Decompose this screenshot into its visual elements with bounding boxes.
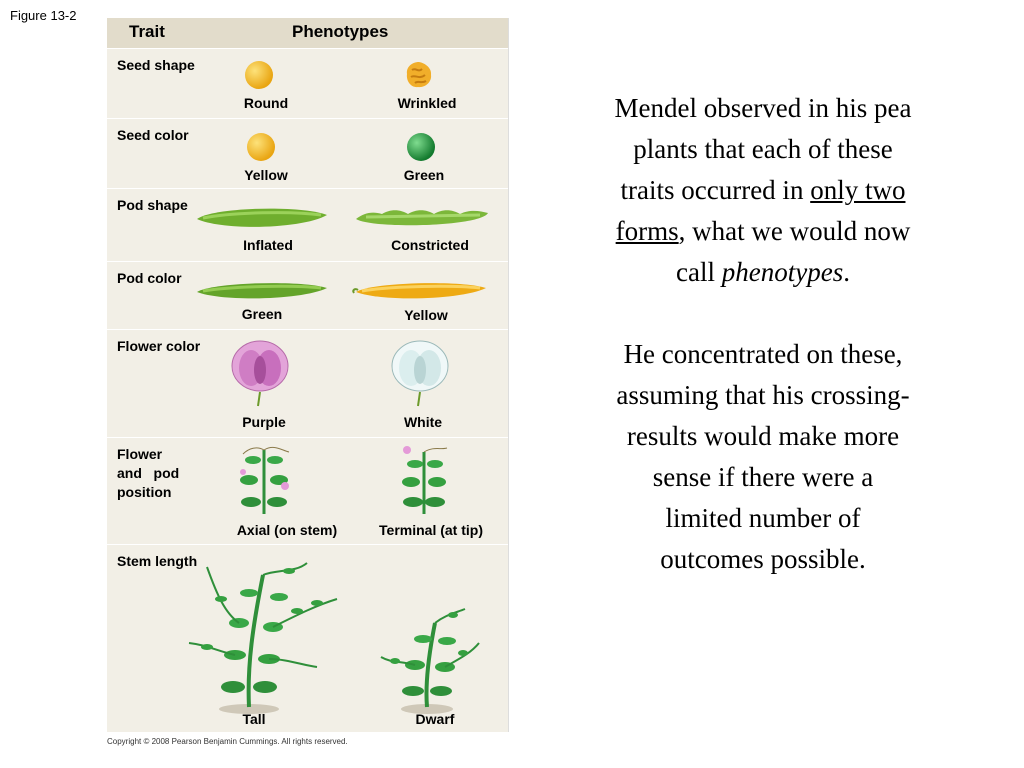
- phenotype-figure: [107, 18, 509, 732]
- phenotype-label: Wrinkled: [397, 95, 457, 111]
- phenotype-label: White: [403, 414, 443, 430]
- explanation-text: [612, 88, 914, 580]
- yellow-pod-icon: [352, 276, 492, 306]
- phenotype-label: Yellow: [244, 167, 288, 183]
- row-seed-color: [107, 118, 508, 189]
- trait-label: Seed color: [117, 127, 189, 143]
- trait-label: Stem length: [117, 553, 198, 569]
- inflated-pod-icon: [193, 203, 333, 233]
- purple-flower-icon: [225, 336, 295, 406]
- row-flower-position: [107, 437, 508, 545]
- row-pod-color: [107, 261, 508, 330]
- dwarf-plant-icon: [375, 603, 485, 715]
- figure-label: Figure 13-2: [10, 8, 77, 23]
- phenotype-label: Axial (on stem): [236, 522, 338, 538]
- phenotype-label: Constricted: [391, 237, 469, 253]
- phenotype-label: Green: [403, 167, 445, 183]
- trait-label: Pod color: [117, 270, 182, 286]
- phenotype-label: Round: [243, 95, 289, 111]
- row-pod-shape: [107, 188, 508, 262]
- white-flower-icon: [385, 336, 455, 406]
- phenotype-label: Dwarf: [415, 711, 455, 727]
- trait-label: Seed shape: [117, 57, 195, 73]
- phenotype-label: Purple: [242, 414, 286, 430]
- tall-plant-icon: [177, 555, 347, 715]
- round-seed-icon: [243, 59, 275, 91]
- copyright-notice: Copyright © 2008 Pearson Benjamin Cummings. All rights reserved.: [107, 737, 348, 746]
- green-pod-icon: [193, 276, 333, 306]
- row-stem-length: [107, 544, 508, 733]
- row-flower-color: [107, 329, 508, 438]
- paragraph-2: He concentrated on these, assuming that his crossing-results would make more sense if there were a limited number of outcomes possible.: [616, 339, 910, 574]
- header-phenotypes: Phenotypes: [292, 22, 389, 41]
- phenotype-label: Yellow: [404, 307, 448, 323]
- phenotype-label: Inflated: [243, 237, 293, 253]
- table-header: [107, 18, 508, 48]
- trait-label: Flower color: [117, 338, 201, 354]
- green-seed-icon: [405, 131, 437, 163]
- trait-label: Flower and pod position: [117, 446, 180, 500]
- row-seed-shape: [107, 48, 508, 119]
- header-trait: Trait: [129, 22, 165, 41]
- yellow-seed-icon: [245, 131, 277, 163]
- terminal-plant-icon: [389, 442, 459, 516]
- paragraph-1: Mendel observed in his pea plants that each of these traits occurred in only two forms, what we would now call phenotypes.: [614, 93, 912, 287]
- phenotype-label: Terminal (at tip): [379, 522, 483, 538]
- wrinkled-seed-icon: [403, 59, 435, 91]
- phenotype-label: Tall: [242, 711, 266, 727]
- trait-label: Pod shape: [117, 197, 188, 213]
- phenotype-label: Green: [241, 306, 283, 322]
- axial-plant-icon: [219, 442, 309, 516]
- constricted-pod-icon: [352, 203, 492, 233]
